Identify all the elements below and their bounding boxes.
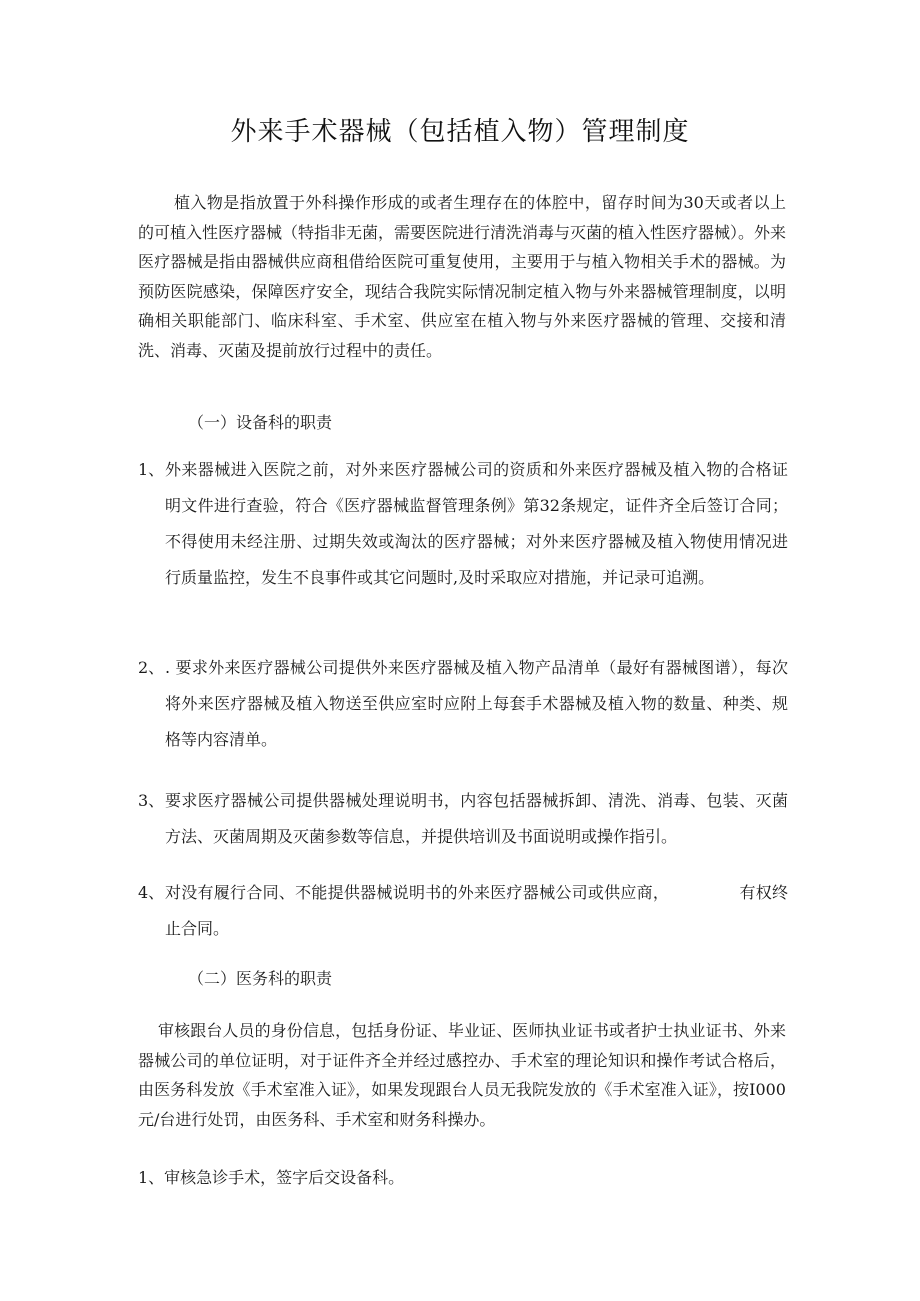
section1-heading: （一）设备科的职责: [188, 413, 333, 432]
section1-item-1: [138, 452, 788, 596]
item-text: [138, 875, 788, 947]
intro-paragraph: 植入物是指放置于外科操作形成的或者生理存在的体腔中，留存时间为30天或者以上的可植入性医疗器械（特指非无菌，需要医院进行清洗消毒与灭菌的植入性医疗器械）。外来医疗器械是指由器械供应商租借给医院可重复使用，主要用于与植入物相关手术的器械。为预防医院感染，保障医疗安全，现结合我院实际情况制定植入物与外来器械管理制度，以明确相关职能部门、临床科室、手术室、供应室在植入物与外来医疗器械的管理、交接和清洗、消毒、灭菌及提前放行过程中的责任。: [138, 193, 787, 360]
item-number: 3、: [138, 791, 165, 810]
section1-item-2: [138, 650, 788, 758]
item-number: 4、: [138, 883, 165, 902]
section1-item-3: [138, 783, 788, 855]
section2-heading: （二）医务科的职责: [188, 969, 333, 988]
section2-item-1: 1、审核急诊手术，签字后交设备科。: [138, 1168, 405, 1187]
item-text: . 要求外来医疗器械公司提供外来医疗器械及植入物产品清单（最好有器械图谱），每次将外来医疗器械及植入物送至供应室时应附上每套手术器械及植入物的数量、种类、规格等内容清单。: [165, 658, 788, 749]
item-text-part-a: 对没有履行合同、不能提供器械说明书的外来医疗器械公司或供应商，: [165, 883, 670, 902]
section1-item-4: [138, 875, 788, 947]
item-text-part-b: 有权终止合同。: [165, 883, 788, 938]
section2-paragraph: 审核跟台人员的身份信息，包括身份证、毕业证、医师执业证书或者护士执业证书、外来器械公司的单位证明，对于证件齐全并经过感控办、手术室的理论知识和操作考试合格后，由医务科发放《手术室准入证》，如果发现跟台人员无我院发放的《手术室准入证》，按I000元/台进行处罚，由医务科、手术室和财务科操办。: [138, 1021, 786, 1129]
item-number: 2、: [138, 658, 165, 677]
item-text: 外来器械进入医院之前，对外来医疗器械公司的资质和外来医疗器械及植入物的合格证明文件进行查验，符合《医疗器械监督管理条例》第32条规定，证件齐全后签订合同；不得使用未经注册、过期失效或淘汰的医疗器械；对外来医疗器械及植入物使用情况进行质量监控，发生不良事件或其它问题时,及时采取应对措施，并记录可追溯。: [165, 460, 788, 587]
document-title: 外来手术器械（包括植入物）管理制度: [230, 117, 690, 147]
item-number: 1、: [138, 460, 165, 479]
item-text: 要求医疗器械公司提供器械处理说明书，内容包括器械拆卸、清洗、消毒、包装、灭菌方法、灭菌周期及灭菌参数等信息，并提供培训及书面说明或操作指引。: [165, 791, 788, 846]
